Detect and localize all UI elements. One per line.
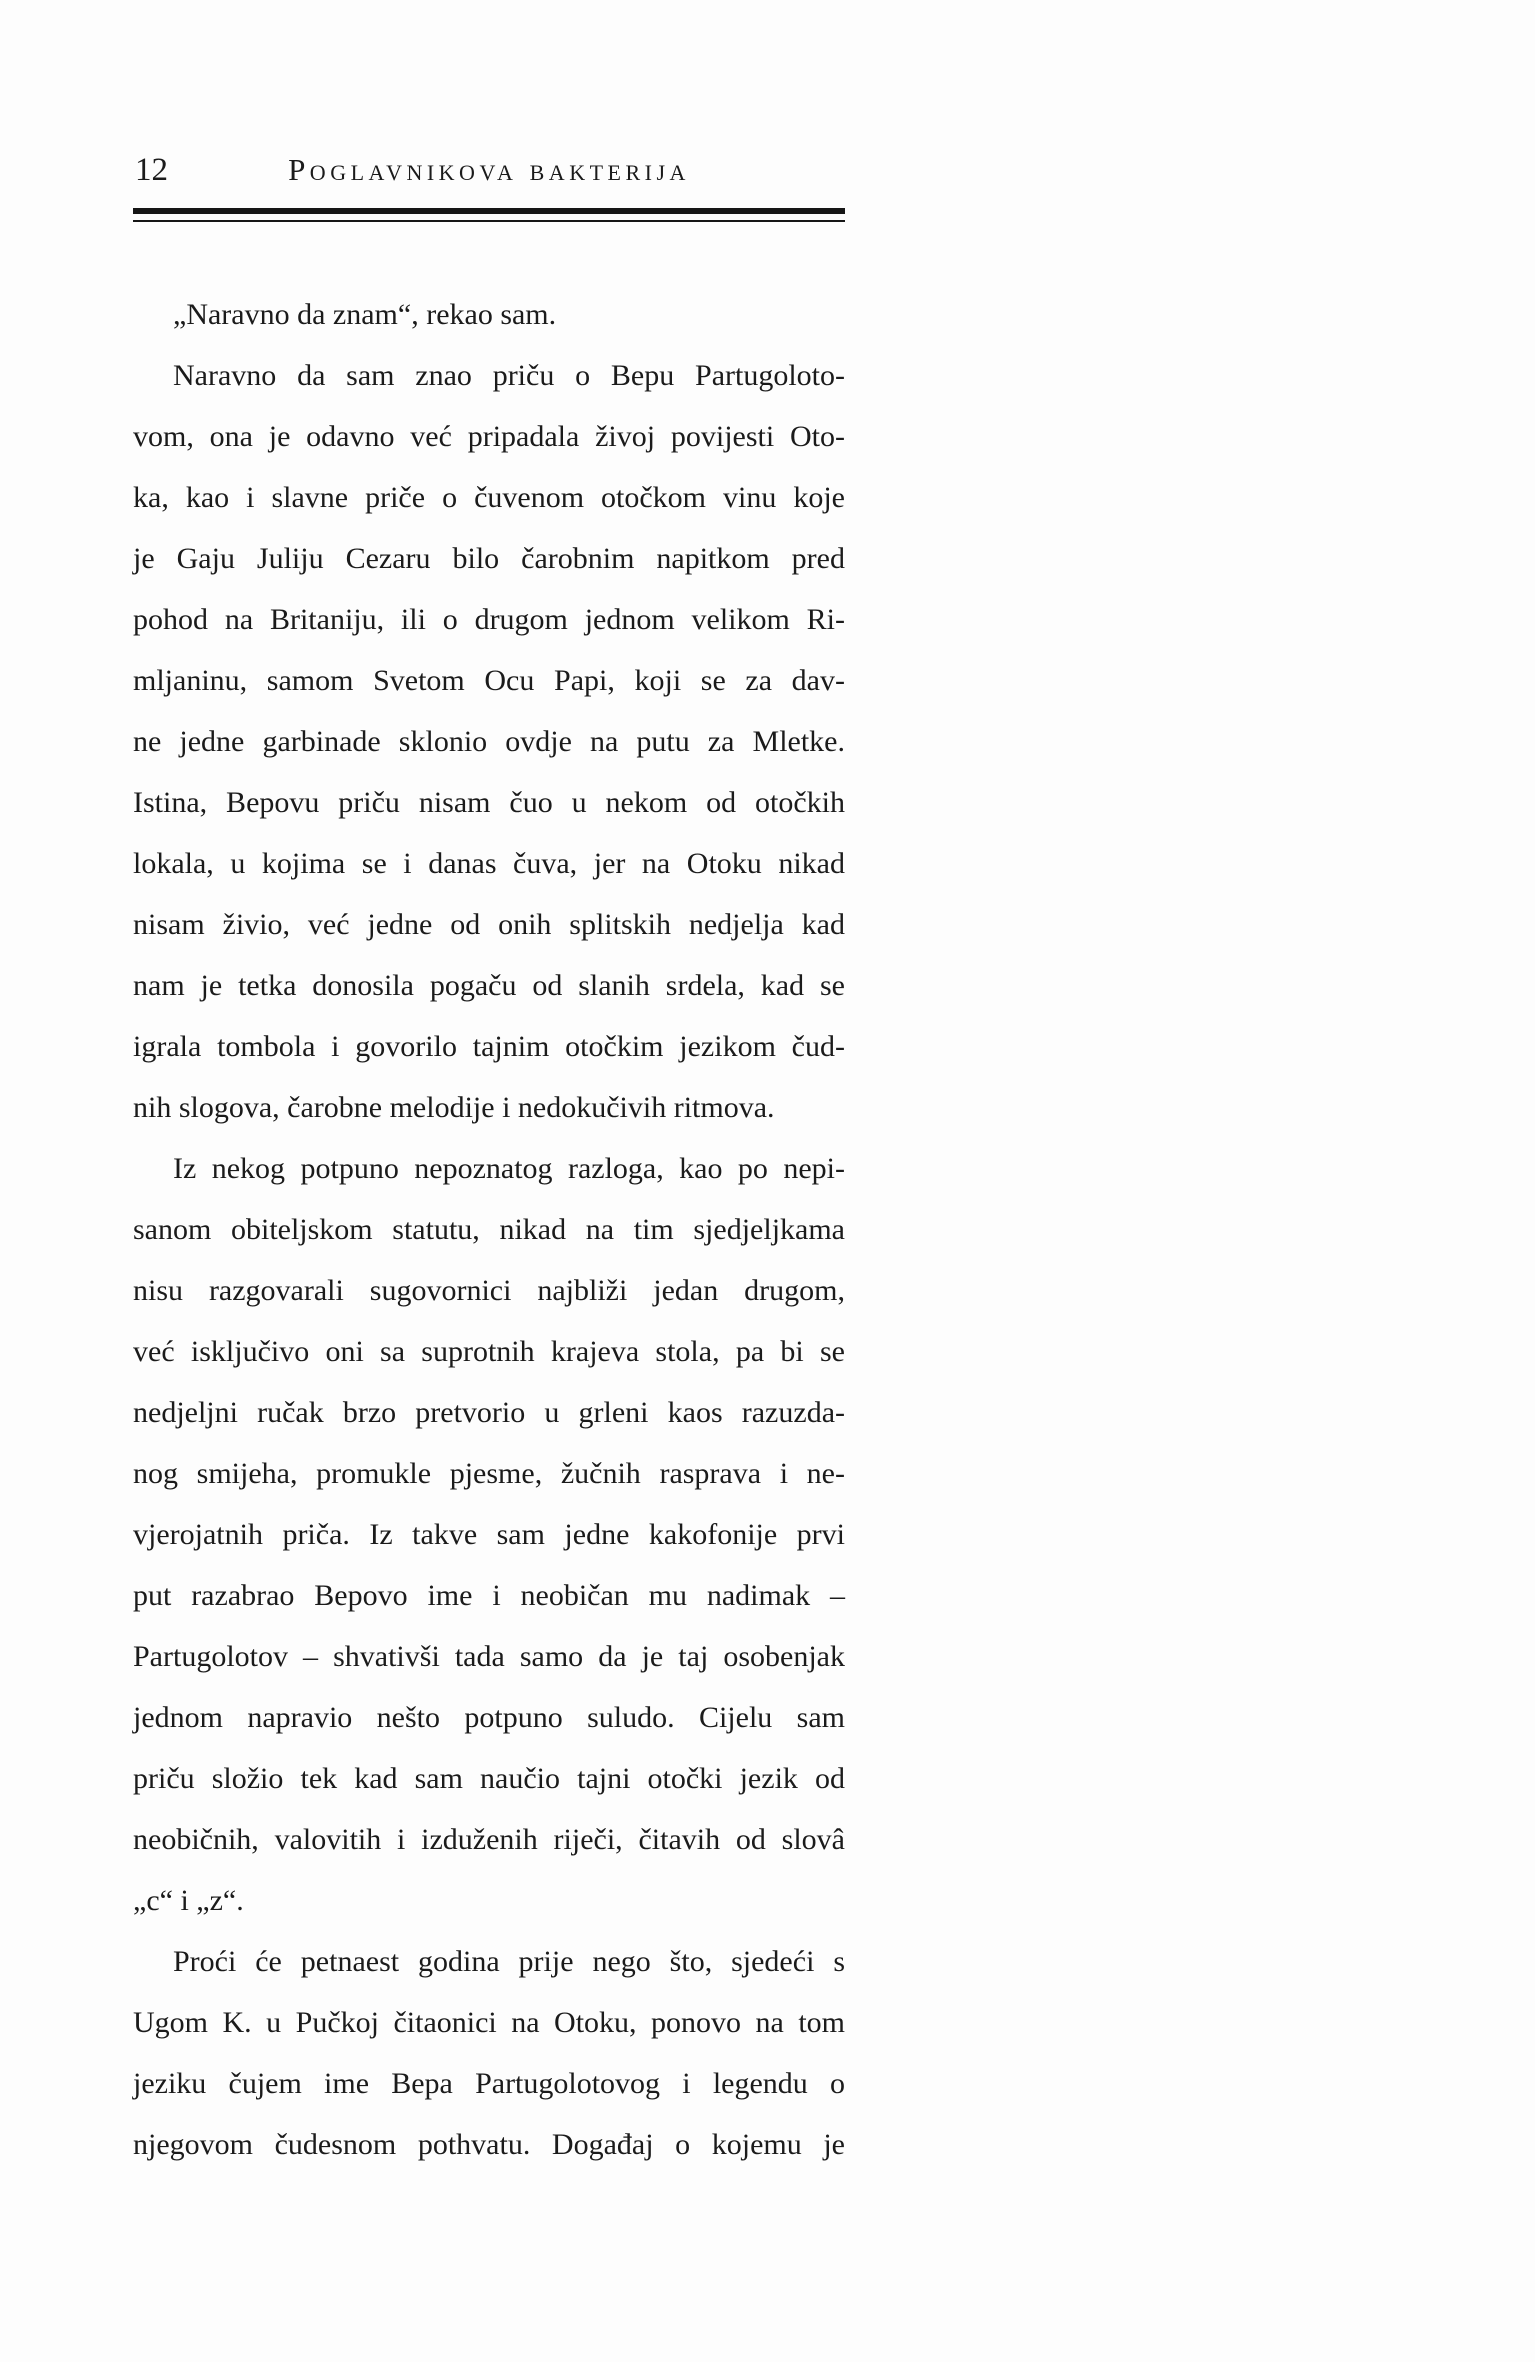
text-line: Istina, Bepovu priču nisam čuo u nekom od otočkih — [133, 786, 845, 819]
running-title: Poglavnikova bakterija — [288, 152, 690, 187]
text-line: ne jedne garbinade sklonio ovdje na putu za Mletke. — [133, 725, 845, 758]
text-line: Iz nekog potpuno nepoznatog razloga, kao po nepi- — [173, 1152, 845, 1185]
text-line: Proći će petnaest godina prije nego što, sjedeći s — [173, 1945, 845, 1978]
text-line: već isključivo oni sa suprotnih krajeva stola, pa bi se — [133, 1335, 845, 1368]
text-line: Ugom K. u Pučkoj čitaonici na Otoku, ponovo na tom — [133, 2006, 845, 2039]
text-line: nog smijeha, promukle pjesme, žučnih rasprava i ne- — [133, 1457, 845, 1490]
text-line: je Gaju Juliju Cezaru bilo čarobnim napitkom pred — [133, 542, 845, 575]
paragraph — [133, 284, 845, 345]
header-rule — [133, 208, 845, 222]
text-line: put razabrao Bepovo ime i neobičan mu nadimak – — [133, 1579, 845, 1612]
text-line: jeziku čujem ime Bepa Partugolotovog i legendu o — [133, 2067, 845, 2100]
page-number: 12 — [135, 152, 168, 188]
text-line: „Naravno da znam“, rekao sam. — [173, 298, 557, 331]
text-line: mljaninu, samom Svetom Ocu Papi, koji se za dav- — [133, 664, 845, 697]
text-line: Partugolotov – shvativši tada samo da je taj osobenjak — [133, 1640, 845, 1673]
text-line: Naravno da sam znao priču o Bepu Partugoloto- — [173, 359, 845, 392]
text-line: nih slogova, čarobne melodije i nedokučivih ritmova. — [133, 1091, 775, 1124]
text-line: vjerojatnih priča. Iz takve sam jedne kakofonije prvi — [133, 1518, 845, 1551]
text-line: igrala tombola i govorilo tajnim otočkim jezikom čud- — [133, 1030, 845, 1063]
paragraph — [133, 1931, 845, 2175]
text-line: pohod na Britaniju, ili o drugom jednom velikom Ri- — [133, 603, 845, 636]
text-line: nedjeljni ručak brzo pretvorio u grleni kaos razuzda- — [133, 1396, 845, 1429]
text-line: sanom obiteljskom statutu, nikad na tim sjedjeljkama — [133, 1213, 845, 1246]
text-line: nam je tetka donosila pogaču od slanih srdela, kad se — [133, 969, 845, 1002]
text-line: ka, kao i slavne priče o čuvenom otočkom vinu koje — [133, 481, 845, 514]
text-line: lokala, u kojima se i danas čuva, jer na Otoku nikad — [133, 847, 845, 880]
text-line: priču složio tek kad sam naučio tajni otočki jezik od — [133, 1762, 845, 1795]
page-header — [133, 150, 845, 194]
text-line: neobičnih, valovitih i izduženih riječi, čitavih od slovâ — [133, 1823, 845, 1856]
text-line: njegovom čudesnom pothvatu. Događaj o kojemu je — [133, 2128, 845, 2161]
text-line: nisam živio, već jedne od onih splitskih nedjelja kad — [133, 908, 845, 941]
body-text — [133, 284, 845, 2175]
text-line: vom, ona je odavno već pripadala živoj povijesti Oto- — [133, 420, 845, 453]
text-line: nisu razgovarali sugovornici najbliži jedan drugom, — [133, 1274, 845, 1307]
paragraph — [133, 1138, 845, 1931]
text-line: jednom napravio nešto potpuno suludo. Cijelu sam — [133, 1701, 845, 1734]
text-line: „c“ i „z“. — [133, 1884, 244, 1917]
paragraph — [133, 345, 845, 1138]
